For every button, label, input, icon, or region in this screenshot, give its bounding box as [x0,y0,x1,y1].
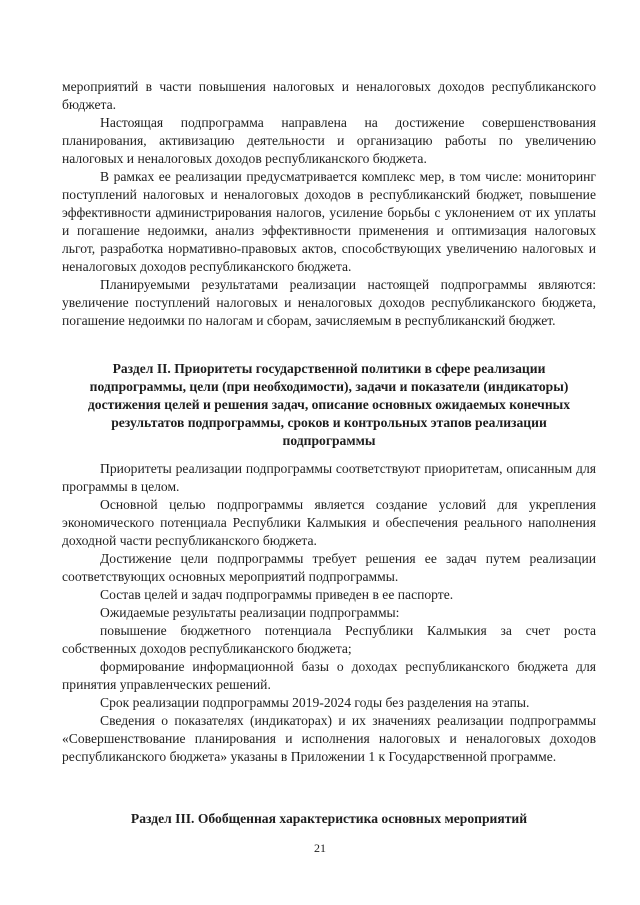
paragraph: Основной целью подпрограммы является создание условий для укрепления экономического потенциала Республики Калмыкия и обеспечения реального наполнения доходной части республиканского бюджета. [62,497,596,548]
paragraph: Ожидаемые результаты реализации подпрограммы: [100,605,400,620]
paragraph: формирование информационной базы о доходах республиканского бюджета для принятия управленческих решений. [62,659,596,692]
intro-paragraphs [62,78,596,330]
paragraph: повышение бюджетного потенциала Республики Калмыкия за счет роста собственных доходов республиканского бюджета; [62,623,596,656]
paragraph: Состав целей и задач подпрограммы приведен в ее паспорте. [100,587,454,602]
section-2-paragraphs [62,460,596,766]
paragraph: Приоритеты реализации подпрограммы соответствуют приоритетам, описанным для программы в целом. [62,461,596,494]
paragraph: Срок реализации подпрограммы 2019-2024 годы без разделения на этапы. [100,695,530,710]
section-3-heading: Раздел III. Обобщенная характеристика основных мероприятий [130,811,528,826]
paragraph: Планируемыми результатами реализации настоящей подпрограммы являются: увеличение поступлений налоговых и неналоговых доходов республиканского бюджета, погашение недоимки по налогам и сборам, зачисляемым в республиканский бюджет. [62,277,596,328]
page-number: 21 [314,841,326,855]
paragraph: В рамках ее реализации предусматривается комплекс мер, в том числе: мониторинг поступлений налоговых и неналоговых доходов в республиканский бюджет, повышение эффективности администрирования налогов, усиление борьбы с уклонением от их уплаты и погашение недоимки, анализ эффективности применения и оптимизация налоговых льгот, разработка нормативно-правовых актов, способствующих увеличению налоговых и неналоговых доходов республиканского бюджета. [62,169,596,274]
paragraph: Сведения о показателях (индикаторах) и их значениях реализации подпрограммы «Совершенствование планирования и исполнения налоговых и неналоговых доходов республиканского бюджета» указаны в Приложении 1 к Государственной программе. [62,713,596,764]
paragraph: Настоящая подпрограмма направлена на достижение совершенствования планирования, активизацию деятельности и организацию работы по увеличению налоговых и неналоговых доходов республиканского бюджета. [62,115,596,166]
page-content [62,78,596,828]
section-2-heading: Раздел II. Приоритеты государственной политики в сфере реализации подпрограммы, цели (при необходимости), задачи и показатели (индикаторы) достижения целей и решения задач, описание основных ожидаемых конечных результатов подпрограммы, сроков и контрольных этапов реализации подпрограммы [87,361,571,448]
paragraph: Достижение цели подпрограммы требует решения ее задач путем реализации соответствующих основных мероприятий подпрограммы. [62,551,596,584]
paragraph: мероприятий в части повышения налоговых и неналоговых доходов республиканского бюджета. [62,79,596,112]
